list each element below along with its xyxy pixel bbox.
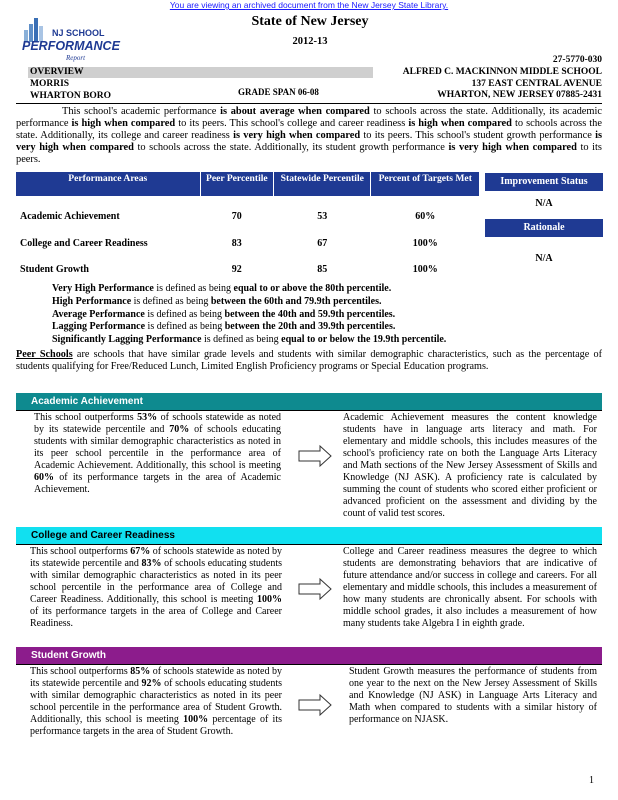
archive-notice-link[interactable]: You are viewing an archived document from the New Jersey State Library. bbox=[169, 0, 449, 10]
section-header-student-growth: Student Growth bbox=[16, 647, 602, 664]
logo-line1: NJ SCHOOL bbox=[52, 28, 105, 38]
row-targets: 60% bbox=[415, 211, 436, 222]
row-area: Academic Achievement bbox=[20, 211, 120, 222]
arrow-icon bbox=[298, 694, 332, 716]
school-city: WHARTON, NEW JERSEY 07885-2431 bbox=[437, 90, 602, 100]
header-performance-areas: Performance Areas bbox=[16, 172, 200, 196]
rationale-header: Rationale bbox=[485, 219, 603, 237]
page-number: 1 bbox=[589, 775, 594, 786]
section-divider bbox=[16, 410, 602, 411]
row-area: College and Career Readiness bbox=[20, 238, 148, 249]
district-name: WHARTON BORO bbox=[30, 91, 112, 101]
definition-line: Lagging Performance is defined as being between the 20th and 39.9th percentiles. bbox=[52, 321, 396, 333]
header-peer-percentile: Peer Percentile bbox=[200, 172, 274, 196]
row-targets: 100% bbox=[412, 264, 438, 275]
definition-line: Average Performance is defined as being between the 40th and 59.9th percentiles. bbox=[52, 308, 396, 320]
page-title: State of New Jersey bbox=[251, 14, 369, 29]
definition-line: Significantly Lagging Performance is defined as being equal to or below the 19.9th percentile. bbox=[52, 334, 447, 346]
table-row bbox=[16, 249, 480, 275]
improvement-status-header: Improvement Status bbox=[485, 173, 603, 191]
row-state: 67 bbox=[317, 238, 328, 249]
row-peer: 92 bbox=[231, 264, 242, 275]
table-row bbox=[16, 222, 480, 249]
section-divider bbox=[16, 664, 602, 665]
peer-schools-paragraph: Peer Schools are schools that have similar grade levels and students with similar demographic characteristics, such as the percentage of students qualifying for Free/Reduced Lunch, Limited English Proficiency programs or Special Education programs. bbox=[16, 349, 602, 372]
row-state: 85 bbox=[317, 264, 328, 275]
header-statewide-percentile: Statewide Percentile bbox=[274, 172, 371, 196]
table-header-row bbox=[16, 172, 480, 196]
college-career-description: College and Career readiness measures the degree to which students are demonstrating behaviors that are indicative of future attendance and/or success in college and careers. For all elementary and middle schools, this includes a measurement of how many students are chronically absent. For schools with middle school grades, it also includes a measurement of how many students take Algebra I in eighth grade. bbox=[343, 546, 597, 629]
rationale-value: N/A bbox=[535, 253, 553, 264]
row-peer: 83 bbox=[231, 238, 242, 249]
header-targets-met: Percent of Targets Met bbox=[371, 172, 480, 196]
row-targets: 100% bbox=[412, 238, 438, 249]
summary-paragraph: This school's academic performance is about average when compared to schools across the state. Additionally, its academic performance is high when compared to its peers. This school's college and career readiness is high when compared to schools across the state. Additionally, its college and career readiness is very high when compared to its peers. This school's student growth performance is very high when compared to schools across the state. Additionally, its student growth performance is very high when compared to its peers. bbox=[16, 106, 603, 165]
nj-school-performance-logo bbox=[18, 14, 120, 70]
student-growth-description: Student Growth measures the performance of students from one year to the next on the New Jersey Assessment of Skills and Knowledge (NJ ASK) in Language Arts Literacy and Math when compared to students with a similar history of performance on NJASK. bbox=[349, 666, 597, 725]
section-divider bbox=[16, 544, 602, 545]
school-name: ALFRED C. MACKINNON MIDDLE SCHOOL bbox=[402, 67, 602, 77]
row-area: Student Growth bbox=[20, 264, 89, 275]
arrow-icon bbox=[298, 445, 332, 467]
school-year: 2012-13 bbox=[292, 36, 328, 47]
logo-line3: Report bbox=[66, 54, 86, 62]
arrow-icon bbox=[298, 578, 332, 600]
section-header-academic-achievement: Academic Achievement bbox=[16, 393, 602, 410]
performance-definitions bbox=[52, 283, 446, 347]
school-street: 137 EAST CENTRAL AVENUE bbox=[471, 79, 602, 89]
county-name: MORRIS bbox=[30, 79, 70, 89]
table-row bbox=[16, 196, 480, 222]
performance-table bbox=[16, 172, 480, 275]
student-growth-summary: This school outperforms 85% of schools statewide as noted by its statewide percentile and 92% of schools educating students with similar demographic characteristics as noted in its peer school percentile in the performance area of Student Growth. Additionally, this school is meeting 100% percentage of its performance targets in the area of Student Growth. bbox=[30, 666, 283, 737]
section-header-college-career-readiness: College and Career Readiness bbox=[16, 527, 602, 544]
row-peer: 70 bbox=[231, 211, 242, 222]
overview-label: OVERVIEW bbox=[28, 67, 373, 78]
definition-line: High Performance is defined as being between the 60th and 79.9th percentiles. bbox=[52, 295, 382, 307]
improvement-status-value: N/A bbox=[535, 198, 553, 209]
college-career-summary: This school outperforms 67% of schools statewide as noted by its statewide percentile and 83% of schools educating students with similar demographic characteristics as noted in its peer school percentile in the performance area of College and Career Readiness. Additionally, this school is meeting 100% of its performance targets in the area of College and Career Readiness. bbox=[30, 546, 283, 629]
academic-achievement-summary: This school outperforms 53% of schools statewide as noted by its statewide percentile and 70% of schools educating students with similar demographic characteristics as noted in its peer school percentile in the performance area of Academic Achievement. Additionally, this school is meeting 60% of its performance targets in the area of Academic Achievement. bbox=[34, 412, 282, 495]
header-divider bbox=[16, 103, 602, 104]
academic-achievement-description: Academic Achievement measures the content knowledge students have in language arts literacy and math. For elementary and middle schools, this includes measures of the school's proficiency rate on both the Language Arts Literacy and Math sections of the New Jersey Assessment of Skills and Knowledge (NJ ASK). A proficiency rate is calculated by summing the count of students who scored either proficient or advanced proficient on the assessment and dividing by the count of valid test scores. bbox=[343, 412, 597, 519]
logo-line2: PERFORMANCE bbox=[22, 39, 120, 53]
school-code: 27-5770-030 bbox=[552, 55, 602, 65]
row-state: 53 bbox=[317, 211, 328, 222]
grade-span: GRADE SPAN 06-08 bbox=[238, 87, 319, 97]
definition-line: Very High Performance is defined as being equal to or above the 80th percentile. bbox=[52, 283, 392, 294]
